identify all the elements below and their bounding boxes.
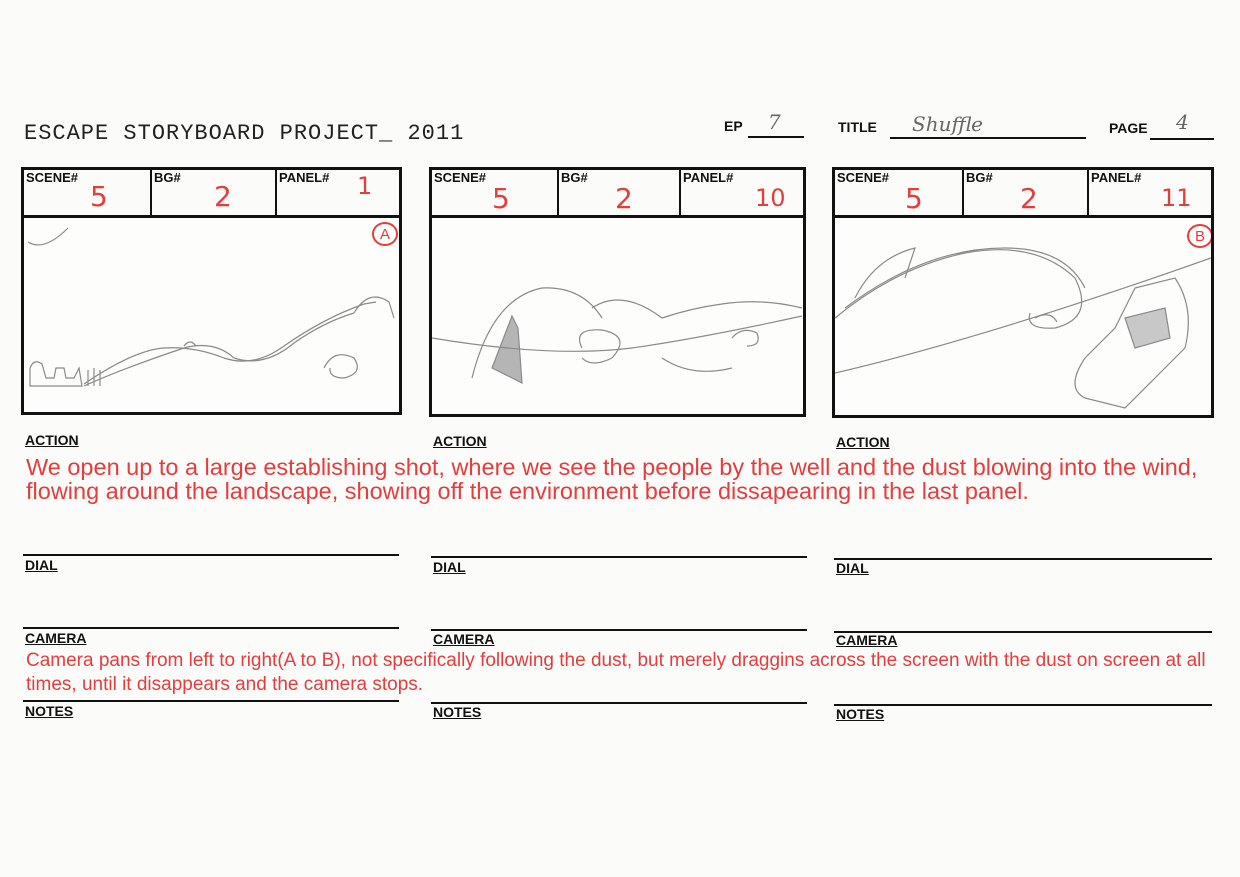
scene-value: 5: [492, 182, 510, 215]
bg-value: 2: [1020, 182, 1038, 215]
notes-label-2: NOTES: [433, 704, 482, 720]
dial-line-1: [23, 554, 399, 556]
notes-label-3: NOTES: [836, 706, 885, 722]
panel-2-info: [429, 167, 806, 215]
title-line: [890, 137, 1086, 139]
scene-label: SCENE#: [837, 170, 890, 185]
camera-label-3: CAMERA: [836, 632, 898, 648]
panel-label: PANEL#: [279, 170, 330, 185]
dial-line-2: [431, 556, 807, 558]
page-line: [1150, 138, 1214, 140]
scene-cell: [24, 170, 152, 215]
panel-3-info: [832, 167, 1214, 215]
bg-label: BG#: [154, 170, 181, 185]
scene-label: SCENE#: [434, 170, 487, 185]
camera-label-1: CAMERA: [25, 630, 87, 646]
dial-line-3: [834, 558, 1212, 560]
project-title: ESCAPE STORYBOARD PROJECT_ 2011: [24, 121, 465, 146]
panel-3-marker: B: [1187, 224, 1213, 248]
panel-cell: [1089, 170, 1211, 215]
ep-label: EP: [724, 118, 743, 134]
title-label: TITLE: [838, 119, 877, 135]
panel-cell: [681, 170, 803, 215]
panel-value: 1: [357, 172, 373, 200]
scene-value: 5: [905, 182, 923, 215]
panel-1-marker: A: [372, 222, 398, 246]
panel-2-frame: [429, 215, 806, 417]
scene-cell: [835, 170, 964, 215]
panel-value: 10: [755, 184, 786, 212]
bg-label: BG#: [561, 170, 588, 185]
ep-value: 7: [768, 110, 781, 134]
panel-3-sketch: [835, 218, 1211, 415]
camera-line-1: [23, 627, 399, 629]
panel-1-sketch: [24, 218, 399, 412]
panel-cell: [277, 170, 399, 215]
camera-text: Camera pans from left to right(A to B), not specifically following the dust, but merely draggins across the screen with the dust on screen at all times, until it disappears and the camera stops.: [26, 650, 1206, 695]
panel-2-sketch: [432, 218, 803, 414]
panel-label: PANEL#: [683, 170, 734, 185]
action-label-1: ACTION: [25, 432, 79, 448]
dial-label-2: DIAL: [433, 559, 466, 575]
notes-line-2: [431, 702, 807, 704]
notes-line-1: [23, 700, 399, 702]
action-text: We open up to a large establishing shot, where we see the people by the well and the dust blowing into the wind, flowing around the landscape, showing off the environment before dissapearing in the last panel.: [26, 454, 1198, 504]
scene-cell: [432, 170, 559, 215]
bg-value: 2: [615, 182, 633, 215]
camera-label-2: CAMERA: [433, 631, 495, 647]
notes-label-1: NOTES: [25, 703, 74, 719]
action-label-2: ACTION: [433, 433, 487, 449]
scene-label: SCENE#: [26, 170, 79, 185]
panel-1-frame: [21, 215, 402, 415]
notes-line-3: [834, 704, 1212, 706]
title-value: Shuffle: [912, 112, 984, 136]
bg-cell: [559, 170, 681, 215]
bg-label: BG#: [966, 170, 993, 185]
scene-value: 5: [90, 180, 108, 213]
page-label: PAGE: [1109, 120, 1148, 136]
panel-3-frame: [832, 215, 1214, 418]
bg-cell: [964, 170, 1089, 215]
action-label-3: ACTION: [836, 434, 890, 450]
bg-value: 2: [214, 180, 232, 213]
page-value: 4: [1176, 110, 1189, 134]
bg-cell: [152, 170, 277, 215]
panel-1-info: [21, 167, 402, 215]
panel-label: PANEL#: [1091, 170, 1142, 185]
ep-line: [748, 136, 804, 138]
dial-label-1: DIAL: [25, 557, 58, 573]
panel-value: 11: [1161, 184, 1192, 212]
dial-label-3: DIAL: [836, 560, 869, 576]
